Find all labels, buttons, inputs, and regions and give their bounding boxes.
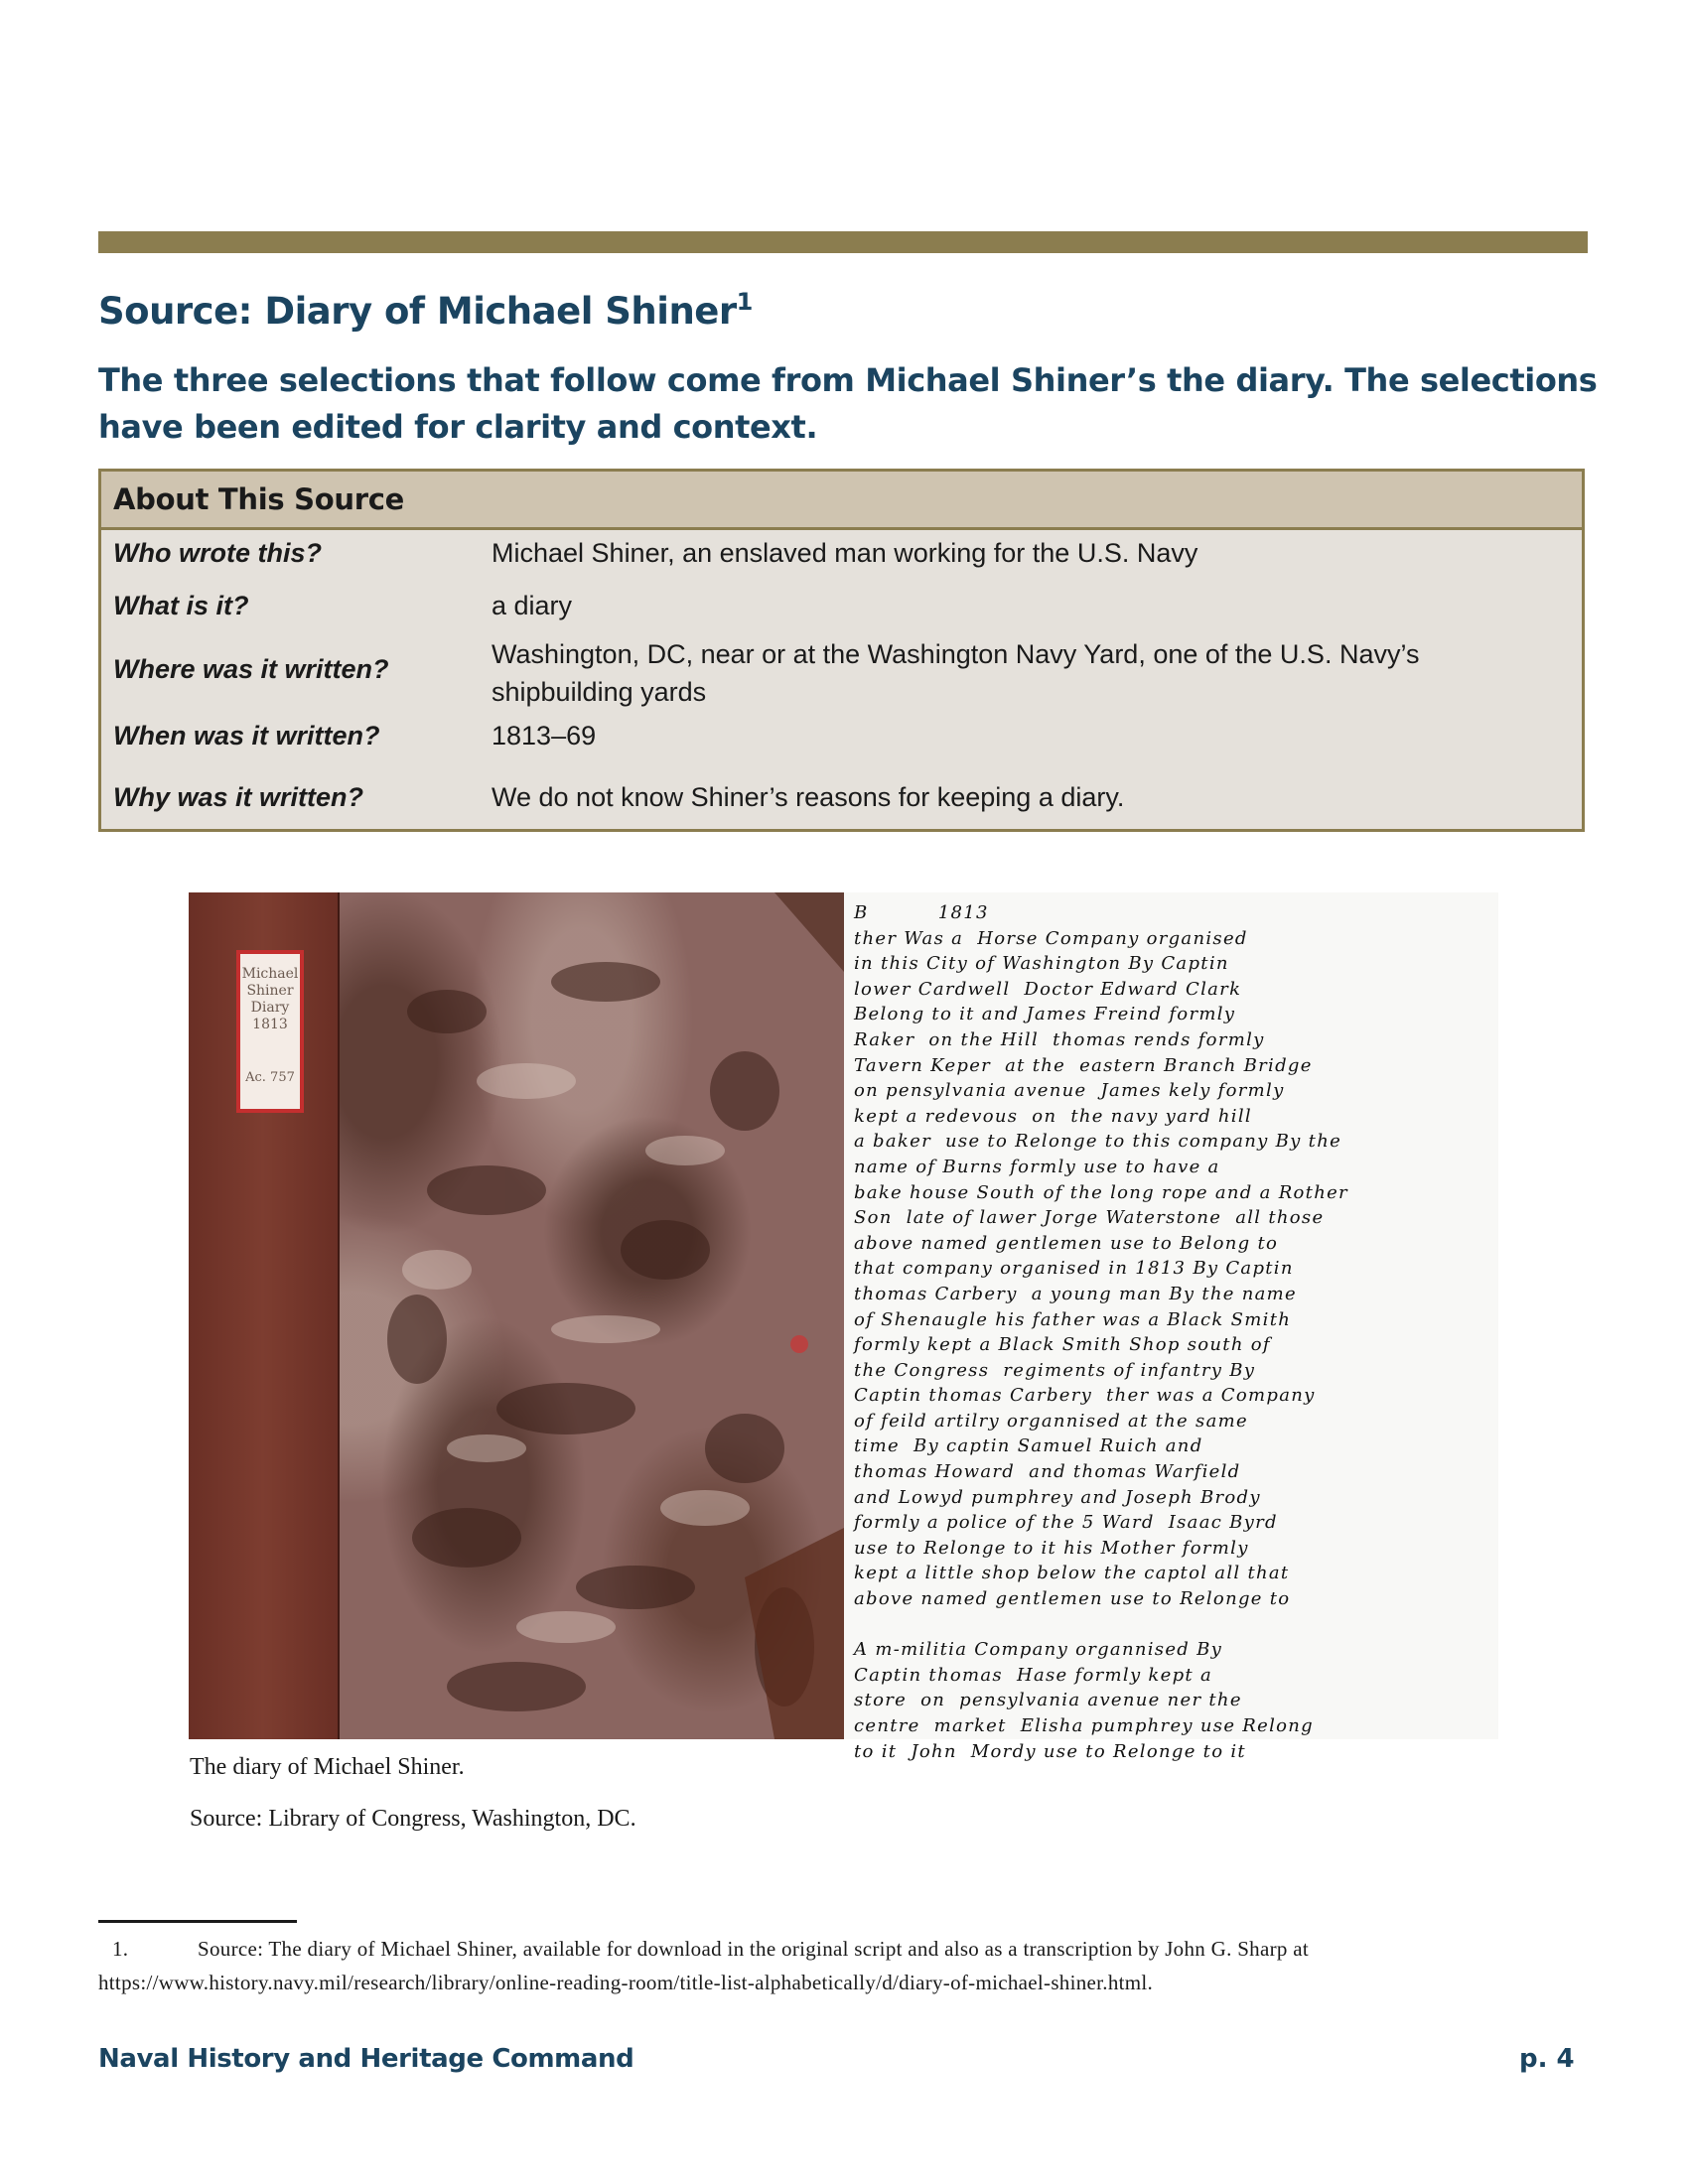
- about-question: Why was it written?: [113, 782, 364, 812]
- spine-label-number: Ac. 757: [245, 1070, 295, 1085]
- spine-label-line: 1813: [252, 1017, 288, 1032]
- spine-label-line: Diary: [250, 1000, 290, 1016]
- handwriting-body: ther Was a Horse Company organised in this City of Washington By Captin lower Cardwell Doctor Edward Clark Belong to it and James Freind formly Raker on the Hill thomas rends formly Tavern Keper at the eastern Branch Bridge on pensylvania avenue James kely formly kept a redevous on the navy yard hill a baker use to Relonge to this company By the name of Burns formly use to have a bake house South of the long rope and a Rother Son late of lawer Jorge Waterstone all those above named gentlemen use to Belong to that company organised in 1813 By Captin thomas Carbery a young man By the name of Shenaugle his father was a Black Smith formly kept a Black Smith Shop south of the Congress regiments of infantry By Captin thomas Carbery ther was a Company of feild artilry organnised at the same time By captin Samuel Ruich and thomas Howard and thomas Warfield and Lowyd pumphrey and Joseph Brody formly a police of the 5 Ward Isaac Byrd use to Relonge to it his Mother formly kept a little shop below the captol all that above named gentlemen use to Relonge to A m-militia Company organnised By Captin thomas Hase formly kept a store on pensylvania avenue ner the centre market Elisha pumphrey use Relong to it John Mordy use to Relonge to it: [854, 927, 1348, 1762]
- footnote-number: 1.: [112, 1937, 129, 1961]
- about-question: When was it written?: [113, 721, 380, 751]
- spine-label-line: Shiner: [246, 983, 294, 999]
- diary-spine: [189, 892, 340, 1739]
- about-header: About This Source: [101, 472, 1582, 530]
- spine-label: [236, 950, 304, 1113]
- diary-photograph: [189, 892, 1498, 1762]
- about-answer: Michael Shiner, an enslaved man working for the U.S. Navy: [492, 538, 1198, 568]
- footer-organization: Naval History and Heritage Command: [98, 2044, 634, 2074]
- figure-credit: Source: Library of Congress, Washington, DC.: [190, 1806, 636, 1832]
- page-heading: B 1813: [854, 902, 989, 923]
- source-intro: The three selections that follow come from Michael Shiner’s the diary. The selections have been edited for clarity and context.: [98, 361, 1598, 446]
- footer-page-number: p. 4: [1519, 2044, 1575, 2074]
- diary-page: [844, 892, 1498, 1762]
- section-divider-bar: [98, 231, 1588, 253]
- source-title-text: Source: Diary of Michael Shiner: [98, 290, 737, 333]
- about-row-why: [101, 782, 1582, 822]
- about-question: Who wrote this?: [113, 538, 322, 568]
- about-this-source-box: [98, 469, 1585, 832]
- about-question: Where was it written?: [113, 654, 389, 684]
- about-answer: a diary: [492, 591, 573, 620]
- footnote-divider: [98, 1920, 297, 1923]
- footnote-reference[interactable]: 1: [736, 288, 753, 316]
- about-row-who: [101, 538, 1582, 578]
- about-row-when: [101, 721, 1582, 760]
- diary-cover: [189, 892, 844, 1739]
- about-answer: We do not know Shiner’s reasons for keeping a diary.: [492, 782, 1125, 812]
- footnote: [98, 1932, 1588, 1999]
- source-title: [98, 288, 753, 333]
- about-question: What is it?: [113, 591, 249, 620]
- handwriting-text: [854, 900, 1489, 1764]
- about-row-what: [101, 591, 1582, 630]
- spine-label-line: Michael: [241, 966, 299, 982]
- about-answer: 1813–69: [492, 721, 597, 751]
- footnote-text[interactable]: Source: The diary of Michael Shiner, available for download in the original script and also as a transcription by John G. Sharp at https://www.history.navy.mil/research/library/online-reading-room/title-list-alphabetically/d/diary-of-michael-shiner.html.: [98, 1937, 1309, 1994]
- figure-caption: The diary of Michael Shiner.: [190, 1754, 465, 1780]
- about-answer: Washington, DC, near or at the Washington Navy Yard, one of the U.S. Navy’s shipbuilding yards: [492, 639, 1420, 707]
- about-row-where: [101, 635, 1582, 711]
